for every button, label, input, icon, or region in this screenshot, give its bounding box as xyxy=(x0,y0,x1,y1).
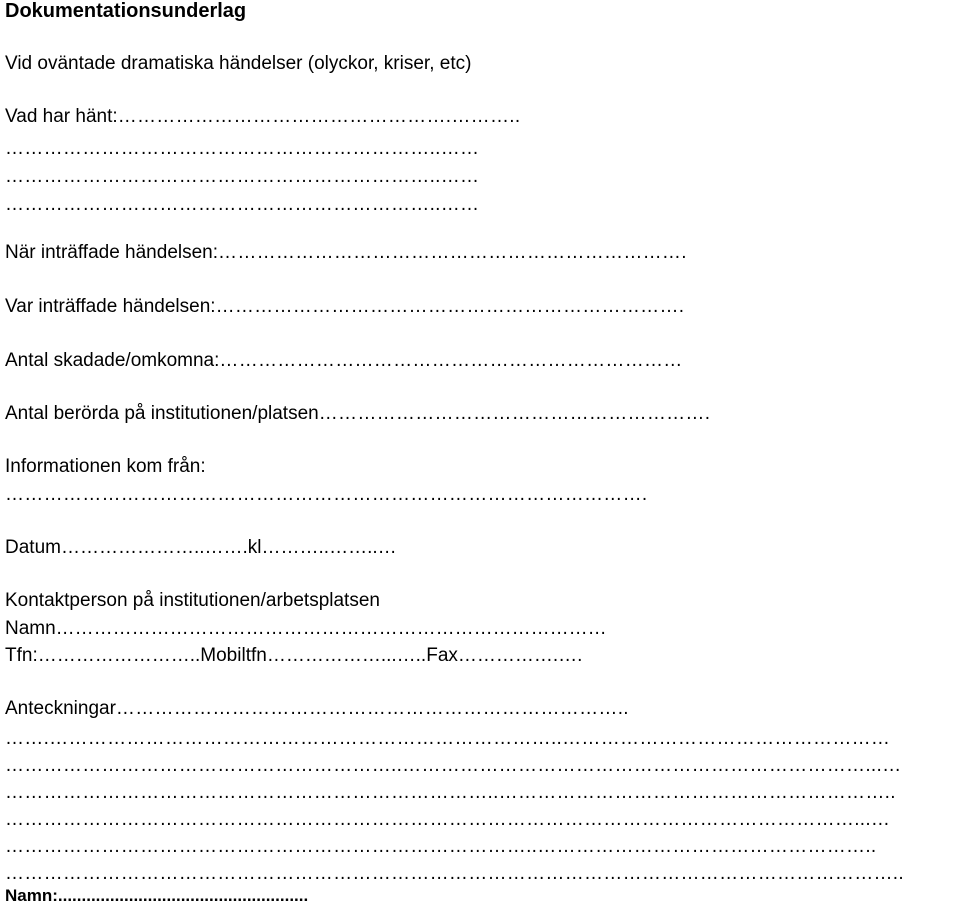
what-happened-row xyxy=(5,106,520,128)
signature-name-line[interactable]: Namn:..................................................... xyxy=(5,886,309,905)
notes-row xyxy=(5,698,629,720)
affected-fill[interactable]: ……………………………………………………. xyxy=(318,403,711,424)
when-fill[interactable]: ………………………………………………………………. xyxy=(218,242,687,263)
notes-line[interactable]: ……………………………………………………………………………………………………………………...… xyxy=(5,809,891,830)
injured-fill[interactable]: ……………………………………………………………… xyxy=(219,350,683,371)
notes-line[interactable]: …….……………………………………………………………………..…………………………………………… xyxy=(5,728,891,749)
where-row xyxy=(5,296,684,318)
info-from-fill[interactable]: ………………………………………………………………………………………. xyxy=(5,484,648,505)
notes-line[interactable]: ………………………………………………………………………..…………………………………………….. xyxy=(5,836,877,857)
what-happened-fill[interactable]: …………………………………………….……….. xyxy=(117,106,521,127)
notes-label: Anteckningar xyxy=(5,698,116,719)
affected-row xyxy=(5,403,710,425)
affected-label: Antal berörda på institutionen/platsen xyxy=(5,403,319,424)
info-from-label: Informationen kom från: xyxy=(5,456,206,477)
where-fill[interactable]: ………………………………………………………………. xyxy=(215,296,685,317)
date-time-line[interactable]: Datum…………………..…….kl………..……..… xyxy=(5,537,397,558)
when-row xyxy=(5,242,687,264)
document-subtitle: Vid oväntade dramatiska händelser (olyckor, kriser, etc) xyxy=(5,53,472,74)
contact-name-line[interactable]: Namn…………………………………………………………………………… xyxy=(5,618,607,639)
contact-label: Kontaktperson på institutionen/arbetsplatsen xyxy=(5,590,380,611)
when-label: När inträffade händelsen: xyxy=(5,242,219,263)
where-label: Var inträffade händelsen: xyxy=(5,296,216,317)
what-happened-label: Vad har hänt: xyxy=(5,106,118,127)
what-happened-line-4[interactable]: …………………………………………………………..…… xyxy=(5,194,480,215)
contact-phone-line[interactable]: Tfn:……………………..Mobiltfn………………...…..Fax…………….…. xyxy=(5,645,583,666)
document-title: Dokumentationsunderlag xyxy=(5,0,247,22)
what-happened-line-3[interactable]: …………………………………………………………..…… xyxy=(5,166,480,187)
notes-line[interactable]: ……………………………………………………..………………………………………………………………...… xyxy=(5,755,902,776)
notes-line[interactable]: …………………………………………………………………..…………………………………………………….. xyxy=(5,782,896,803)
notes-label-fill[interactable]: …………………………………………………………………….. xyxy=(115,698,629,719)
injured-label: Antal skadade/omkomna: xyxy=(5,350,220,371)
what-happened-line-2[interactable]: …………………………………………………………..…… xyxy=(5,138,480,159)
injured-row xyxy=(5,350,683,372)
notes-line[interactable]: ………………………………………………………………………………………………………………………….. xyxy=(5,863,904,884)
